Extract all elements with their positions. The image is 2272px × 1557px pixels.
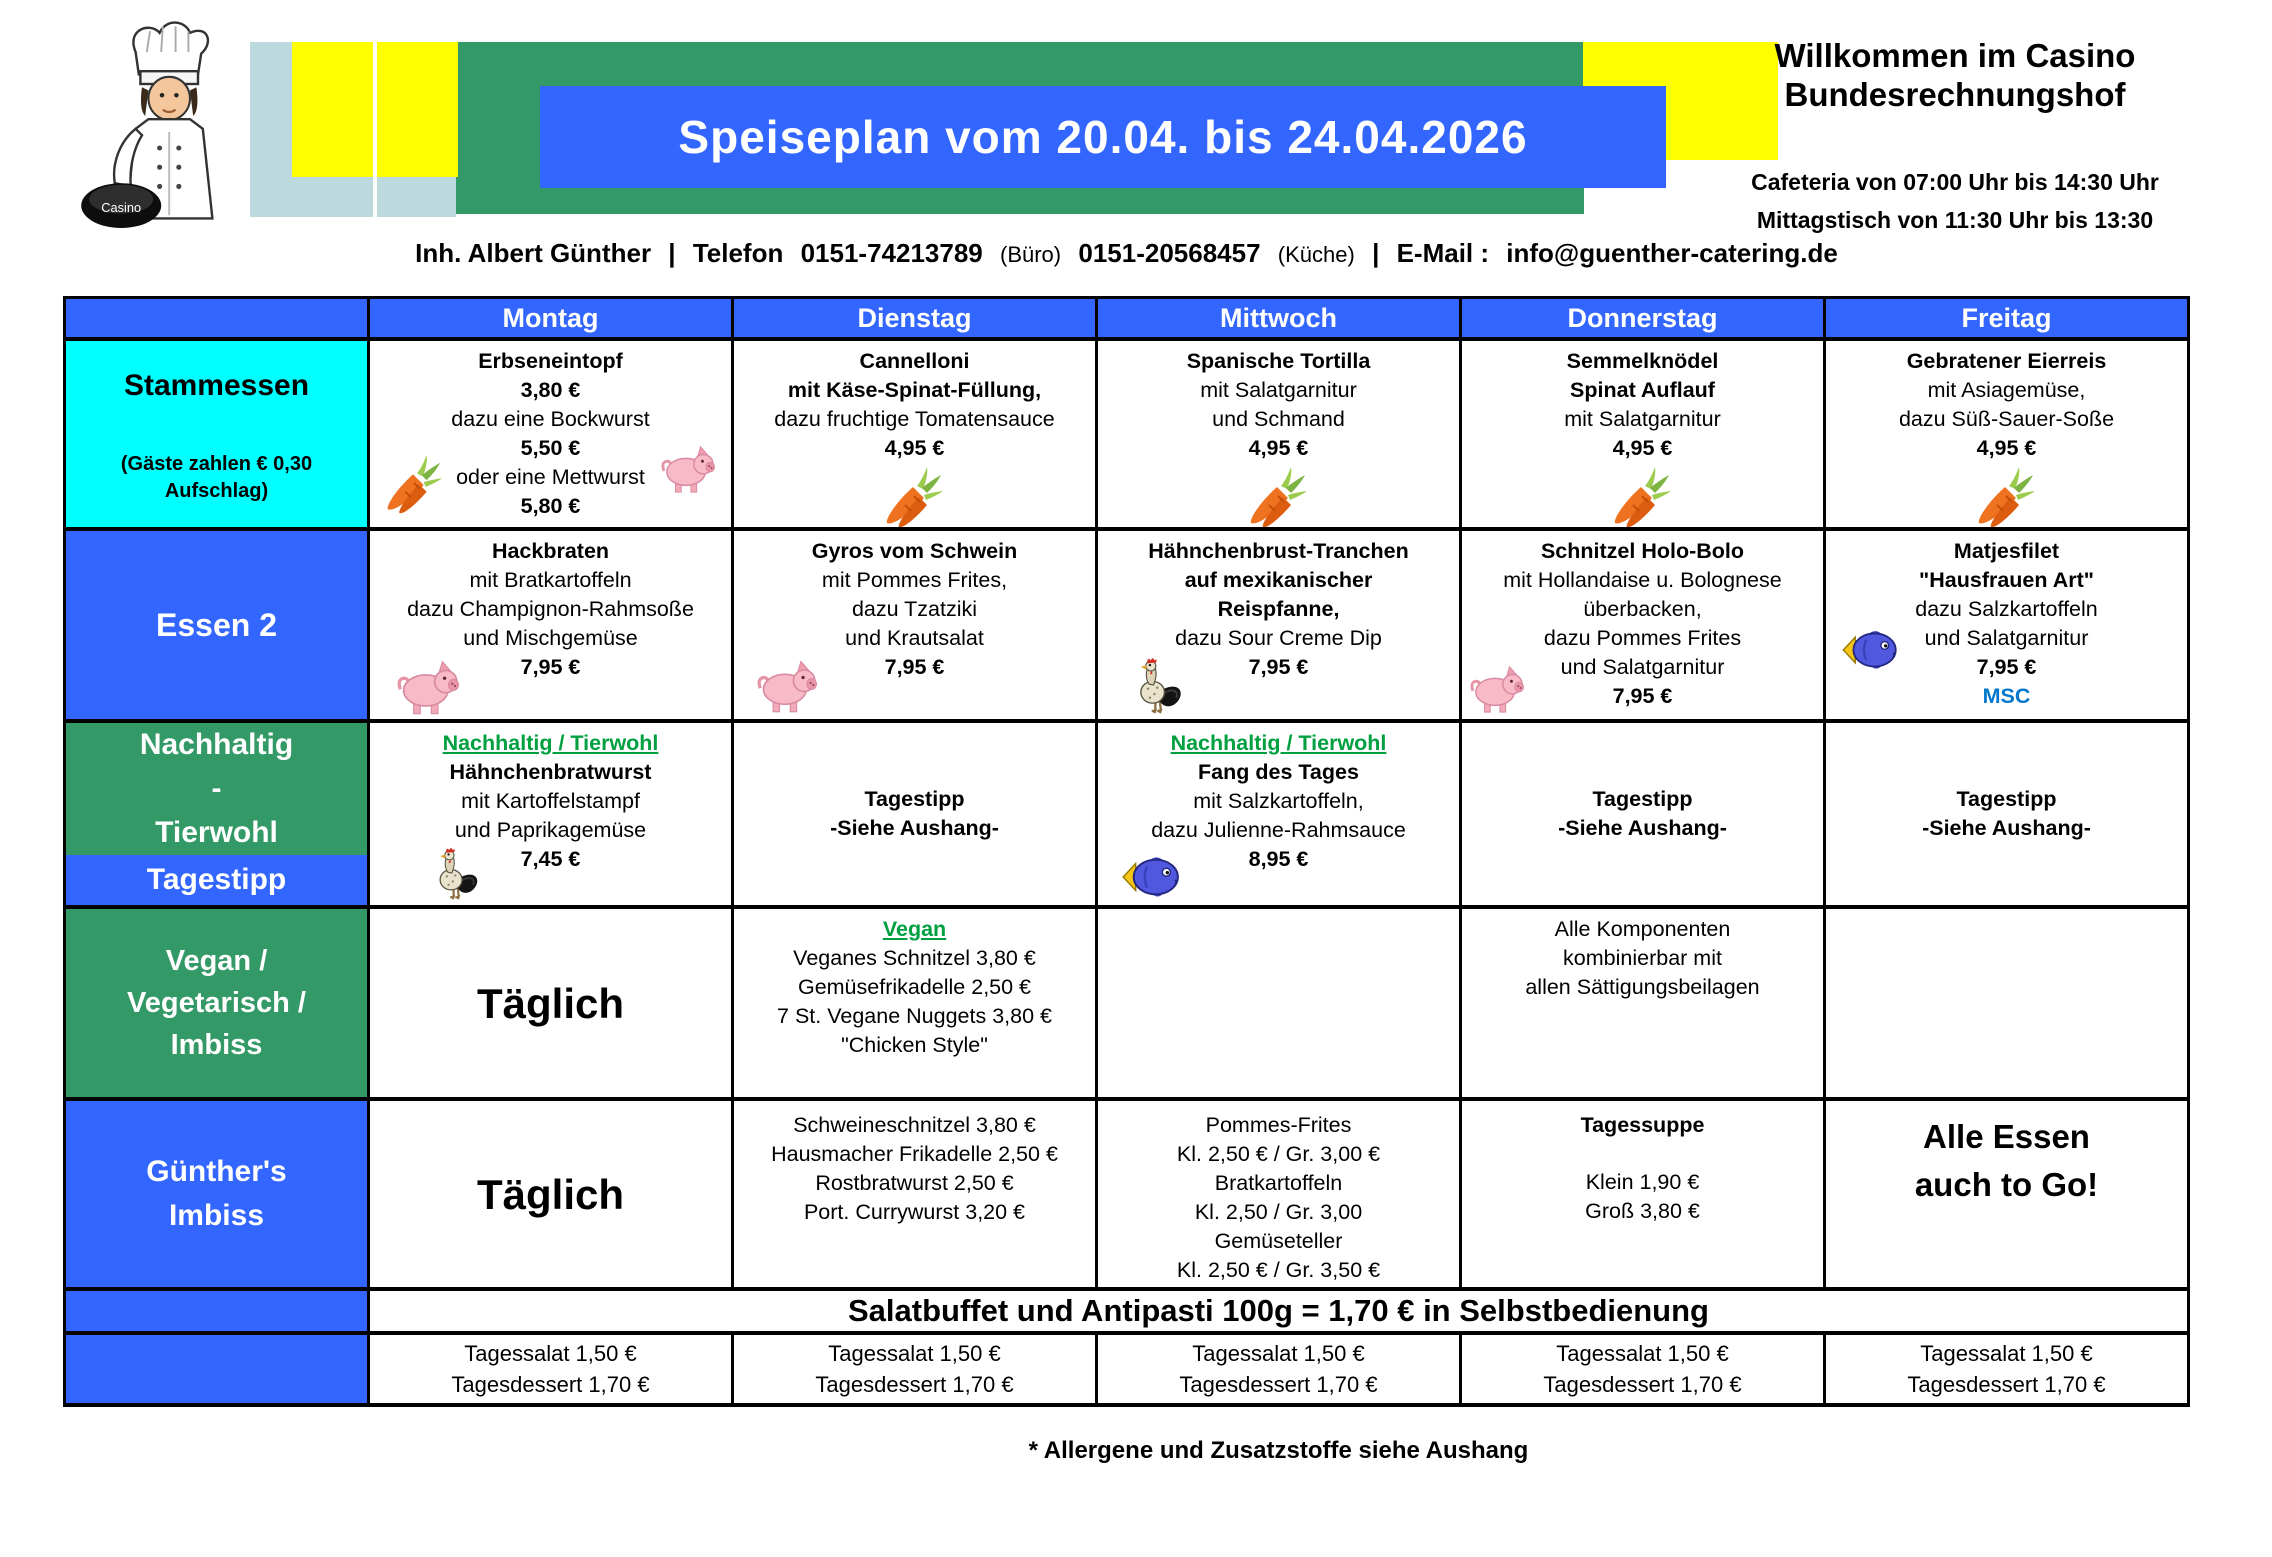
menu-line: Rostbratwurst 2,50 € xyxy=(815,1171,1014,1195)
price-line: 5,80 € xyxy=(520,494,581,518)
price-line: 7,95 € xyxy=(520,655,581,679)
cell-daily-montag xyxy=(370,1335,734,1407)
daily-dessert-line: Tagesdessert 1,70 € xyxy=(815,1372,1014,1397)
row-label-line: Vegan / xyxy=(165,945,268,977)
cell-essen2-freitag xyxy=(1826,531,2190,723)
price-line: 7,95 € xyxy=(1976,655,2037,679)
menu-line: dazu Julienne-Rahmsauce xyxy=(1151,818,1406,842)
cell-daily-freitag xyxy=(1826,1335,2190,1407)
pig-icon xyxy=(752,655,822,715)
menu-line: Klein 1,90 € xyxy=(1585,1170,1700,1194)
row-label-note1: (Gäste zahlen € 0,30 xyxy=(120,453,313,475)
menu-line: "Chicken Style" xyxy=(841,1033,988,1057)
menu-line: 7 St. Vegane Nuggets 3,80 € xyxy=(777,1004,1052,1028)
carrot-icon xyxy=(1972,465,2042,529)
row-label-tagestipp: Tagestipp xyxy=(66,855,367,905)
menu-line: mit Bratkartoffeln xyxy=(469,568,632,592)
menu-line: und Salatgarnitur xyxy=(1924,626,2089,650)
cell-vegan-dienstag xyxy=(734,909,1098,1101)
cell-essen2-dienstag xyxy=(734,531,1098,723)
menu-line: Spanische Tortilla xyxy=(1186,349,1371,373)
carrot-icon xyxy=(382,453,448,515)
menu-line: Groß 3,80 € xyxy=(1585,1199,1700,1223)
row-label-essen2 xyxy=(66,531,370,723)
menu-line: Matjesfilet xyxy=(1953,539,2060,563)
menu-line: Kl. 2,50 € / Gr. 3,50 € xyxy=(1176,1258,1381,1282)
cell-vegan-freitag-empty xyxy=(1826,909,2190,1101)
row-label-line: Imbiss xyxy=(168,1199,265,1232)
contact-owner: Inh. Albert Günther xyxy=(415,238,652,268)
day-header-mittwoch: Mittwoch xyxy=(1098,299,1462,341)
cell-stammessen-montag xyxy=(370,341,734,531)
cell-vegan-montag xyxy=(370,909,734,1101)
menu-line: Gyros vom Schwein xyxy=(811,539,1018,563)
daily-dessert-line: Tagesdessert 1,70 € xyxy=(451,1372,650,1397)
daily-salad-line: Tagessalat 1,50 € xyxy=(1920,1341,2093,1366)
rooster-icon xyxy=(430,843,484,903)
row-label-stammessen xyxy=(66,341,370,531)
tagestipp-line: -Siehe Aushang- xyxy=(1922,816,2091,840)
menu-line: und Paprikagemüse xyxy=(454,818,647,842)
tagestipp-line: -Siehe Aushang- xyxy=(830,816,999,840)
menu-line: mit Pommes Frites, xyxy=(821,568,1008,592)
pig-icon xyxy=(1466,661,1528,715)
menu-line: Fang des Tages xyxy=(1198,760,1359,784)
chef-logo xyxy=(78,20,254,244)
contact-phone-kitchen: 0151-20568457 xyxy=(1078,238,1261,268)
cell-essen2-montag xyxy=(370,531,734,723)
menu-line: auf mexikanischer xyxy=(1184,568,1373,592)
price-line: 4,95 € xyxy=(1248,436,1309,460)
cell-imbiss-freitag xyxy=(1826,1101,2190,1291)
menu-line: Schnitzel Holo-Bolo xyxy=(1540,539,1745,563)
taeglich-label: Täglich xyxy=(476,1170,625,1218)
pig-icon xyxy=(657,441,719,495)
menu-line: Tagessuppe xyxy=(1580,1113,1705,1137)
msc-label: MSC xyxy=(1982,684,2031,708)
menu-line: überbacken, xyxy=(1583,597,1702,621)
contact-separator: | xyxy=(668,238,676,268)
vegan-badge: Vegan xyxy=(882,917,947,941)
menu-line: mit Käse-Spinat-Füllung, xyxy=(787,378,1042,402)
row-label-imbiss xyxy=(66,1101,370,1291)
menu-line: dazu Tzatziki xyxy=(851,597,978,621)
carrot-icon xyxy=(1608,465,1678,529)
row-label-title: Essen 2 xyxy=(156,606,277,643)
rooster-icon xyxy=(1130,653,1188,717)
menu-line: Spinat Auflauf xyxy=(1570,378,1715,402)
day-header-dienstag: Dienstag xyxy=(734,299,1098,341)
menu-line: Kl. 2,50 € / Gr. 3,00 € xyxy=(1176,1142,1381,1166)
cell-imbiss-mittwoch xyxy=(1098,1101,1462,1291)
cell-imbiss-donnerstag xyxy=(1462,1101,1826,1291)
daily-salad-line: Tagessalat 1,50 € xyxy=(464,1341,637,1366)
menu-line: Gemüseteller xyxy=(1214,1229,1343,1253)
menu-line: kombinierbar mit xyxy=(1563,946,1722,970)
price-line: 7,95 € xyxy=(1248,655,1309,679)
menu-line: dazu Süß-Sauer-Soße xyxy=(1898,407,2115,431)
cell-nachhaltig-mittwoch xyxy=(1098,723,1462,909)
menu-line: dazu fruchtige Tomatensauce xyxy=(774,407,1055,431)
menu-line: mit Hollandaise u. Bolognese xyxy=(1503,568,1782,592)
daily-dessert-line: Tagesdessert 1,70 € xyxy=(1907,1372,2106,1397)
menu-line: Gebratener Eierreis xyxy=(1906,349,2107,373)
welcome-heading xyxy=(1630,36,2272,114)
daily-salad-line: Tagessalat 1,50 € xyxy=(1192,1341,1365,1366)
row-label-nachhaltig-tagestipp xyxy=(66,723,370,909)
cell-stammessen-dienstag xyxy=(734,341,1098,531)
price-line: 4,95 € xyxy=(1976,436,2037,460)
menu-line: mit Salzkartoffeln, xyxy=(1193,789,1364,813)
menu-line: mit Asiagemüse, xyxy=(1927,378,2086,402)
menu-line: Semmelknödel xyxy=(1566,349,1719,373)
menu-line: Gemüsefrikadelle 2,50 € xyxy=(797,975,1032,999)
page-title: Speiseplan vom 20.04. bis 24.04.2026 xyxy=(678,111,1528,163)
price-line: 8,95 € xyxy=(1248,847,1309,871)
daily-salad-line: Tagessalat 1,50 € xyxy=(1556,1341,1729,1366)
menu-line: dazu eine Bockwurst xyxy=(451,407,650,431)
tagestipp-line: -Siehe Aushang- xyxy=(1558,816,1727,840)
daily-dessert-line: Tagesdessert 1,70 € xyxy=(1543,1372,1742,1397)
cell-vegan-mittwoch-empty xyxy=(1098,909,1462,1101)
menu-line: Kl. 2,50 / Gr. 3,00 xyxy=(1194,1200,1363,1224)
menu-line: Port. Currywurst 3,20 € xyxy=(803,1200,1026,1224)
price-line: 7,95 € xyxy=(884,655,945,679)
taeglich-label: Täglich xyxy=(476,979,625,1027)
deco-yellow-block-right xyxy=(377,42,458,177)
menu-line: Schweineschnitzel 3,80 € xyxy=(793,1113,1036,1137)
menu-line: und Salatgarnitur xyxy=(1560,655,1725,679)
cell-essen2-donnerstag xyxy=(1462,531,1826,723)
contact-line xyxy=(63,238,2190,269)
menu-line: Cannelloni xyxy=(859,349,970,373)
fish-icon xyxy=(1120,853,1182,901)
row-label-title: Stammessen xyxy=(123,369,310,402)
menu-line: Reispfanne, xyxy=(1217,597,1340,621)
menu-line: und Mischgemüse xyxy=(463,626,638,650)
price-line: 7,45 € xyxy=(520,847,581,871)
cell-stammessen-freitag xyxy=(1826,341,2190,531)
menu-line: oder eine Mettwurst xyxy=(456,465,645,489)
cell-tagestipp-dienstag xyxy=(734,723,1098,909)
price-line: 4,95 € xyxy=(1612,436,1673,460)
contact-phone-office: 0151-74213789 xyxy=(800,238,983,268)
menu-line: dazu Champignon-Rahmsoße xyxy=(407,597,694,621)
row-label-line: - xyxy=(211,772,222,805)
nachhaltig-tierwohl-badge: Nachhaltig / Tierwohl xyxy=(1170,731,1387,755)
cell-stammessen-mittwoch xyxy=(1098,341,1462,531)
row-label-line: Nachhaltig xyxy=(139,728,294,761)
row-label-note2: Aufschlag) xyxy=(164,480,269,502)
contact-separator: | xyxy=(1372,238,1380,268)
price-line: 3,80 € xyxy=(520,378,581,402)
cell-daily-donnerstag xyxy=(1462,1335,1826,1407)
row-label-line: Tierwohl xyxy=(155,816,278,849)
contact-office-note: (Büro) xyxy=(1000,242,1062,267)
tagestipp-line: Tagestipp xyxy=(1956,787,2057,811)
menu-line: Erbseneintopf xyxy=(478,349,623,373)
menu-line: dazu Pommes Frites xyxy=(1543,626,1742,650)
allergens-footnote: * Allergene und Zusatzstoffe siehe Aushang xyxy=(1028,1437,1529,1464)
tagestipp-line: Tagestipp xyxy=(864,787,965,811)
menu-line: Hähnchenbratwurst xyxy=(449,760,652,784)
carrot-icon xyxy=(880,465,950,529)
menu-line: Pommes-Frites xyxy=(1205,1113,1352,1137)
menu-line: mit Salatgarnitur xyxy=(1564,407,1721,431)
menu-line: Alle Komponenten xyxy=(1554,917,1731,941)
cell-essen2-mittwoch xyxy=(1098,531,1462,723)
cell-vegan-donnerstag xyxy=(1462,909,1826,1101)
togo-line: auch to Go! xyxy=(1914,1166,2099,1203)
chef-illustration xyxy=(78,20,254,244)
cell-imbiss-dienstag xyxy=(734,1101,1098,1291)
menu-line: Bratkartoffeln xyxy=(1214,1171,1343,1195)
hours-lunch: Mittagstisch von 11:30 Uhr bis 13:30 xyxy=(1756,207,2154,233)
cell-daily-mittwoch xyxy=(1098,1335,1462,1407)
day-header-freitag: Freitag xyxy=(1826,299,2190,341)
title-banner xyxy=(540,86,1666,188)
menu-line: Hausmacher Frikadelle 2,50 € xyxy=(771,1142,1058,1166)
row-label-line: Vegetarisch / xyxy=(127,987,306,1019)
day-header-montag: Montag xyxy=(370,299,734,341)
togo-line: Alle Essen xyxy=(1923,1118,2090,1155)
hours-cafeteria: Cafeteria von 07:00 Uhr bis 14:30 Uhr xyxy=(1751,169,2159,195)
row-label-salatbuffet-empty xyxy=(66,1291,370,1335)
tagestipp-line: Tagestipp xyxy=(1592,787,1693,811)
nachhaltig-tierwohl-badge: Nachhaltig / Tierwohl xyxy=(442,731,659,755)
contact-email-label: E-Mail : xyxy=(1396,238,1490,268)
row-label-line: Günther's xyxy=(146,1155,287,1188)
cell-nachhaltig-montag xyxy=(370,723,734,909)
cell-tagestipp-freitag xyxy=(1826,723,2190,909)
deco-white-divider xyxy=(373,42,377,217)
row-label-line: Imbiss xyxy=(170,1029,263,1061)
salatbuffet-banner: Salatbuffet und Antipasti 100g = 1,70 € in Selbstbedienung xyxy=(370,1291,2190,1335)
cell-stammessen-donnerstag xyxy=(1462,341,1826,531)
daily-salad-line: Tagessalat 1,50 € xyxy=(828,1341,1001,1366)
carrot-icon xyxy=(1244,465,1314,529)
menu-line: mit Kartoffelstampf xyxy=(461,789,640,813)
menu-line: Veganes Schnitzel 3,80 € xyxy=(793,946,1036,970)
row-label-daily-empty xyxy=(66,1335,370,1407)
menu-line: allen Sättigungsbeilagen xyxy=(1525,975,1760,999)
cell-imbiss-montag xyxy=(370,1101,734,1291)
header-corner-cell xyxy=(66,299,370,341)
day-header-donnerstag: Donnerstag xyxy=(1462,299,1826,341)
menu-line: dazu Salzkartoffeln xyxy=(1915,597,2098,621)
row-label-nachhaltig xyxy=(66,723,367,855)
contact-kitchen-note: (Küche) xyxy=(1277,242,1355,267)
menu-line: dazu Sour Creme Dip xyxy=(1175,626,1382,650)
menu-line: und Schmand xyxy=(1212,407,1345,431)
daily-dessert-line: Tagesdessert 1,70 € xyxy=(1179,1372,1378,1397)
menu-line: Hackbraten xyxy=(491,539,610,563)
menu-line: mit Salatgarnitur xyxy=(1200,378,1357,402)
price-line: 5,50 € xyxy=(520,436,581,460)
cell-daily-dienstag xyxy=(734,1335,1098,1407)
welcome-line2: Bundesrechnungshof xyxy=(1784,76,2126,113)
menu-line: und Krautsalat xyxy=(845,626,984,650)
menu-line: "Hausfrauen Art" xyxy=(1919,568,2094,592)
menu-line: Hähnchenbrust-Tranchen xyxy=(1148,539,1409,563)
contact-phone-label: Telefon xyxy=(692,238,784,268)
logo-casino-label: Casino xyxy=(101,200,142,215)
pig-icon xyxy=(392,655,464,717)
cell-tagestipp-donnerstag xyxy=(1462,723,1826,909)
contact-email: info@guenther-catering.de xyxy=(1506,238,1838,268)
price-line: 4,95 € xyxy=(884,436,945,460)
menu-table xyxy=(63,296,2190,1407)
opening-hours xyxy=(1630,163,2272,239)
deco-yellow-block-left xyxy=(292,42,373,177)
fish-icon xyxy=(1840,627,1900,673)
price-line: 7,95 € xyxy=(1612,684,1673,708)
welcome-line1: Willkommen im Casino xyxy=(1774,37,2136,74)
row-label-vegan xyxy=(66,909,370,1101)
